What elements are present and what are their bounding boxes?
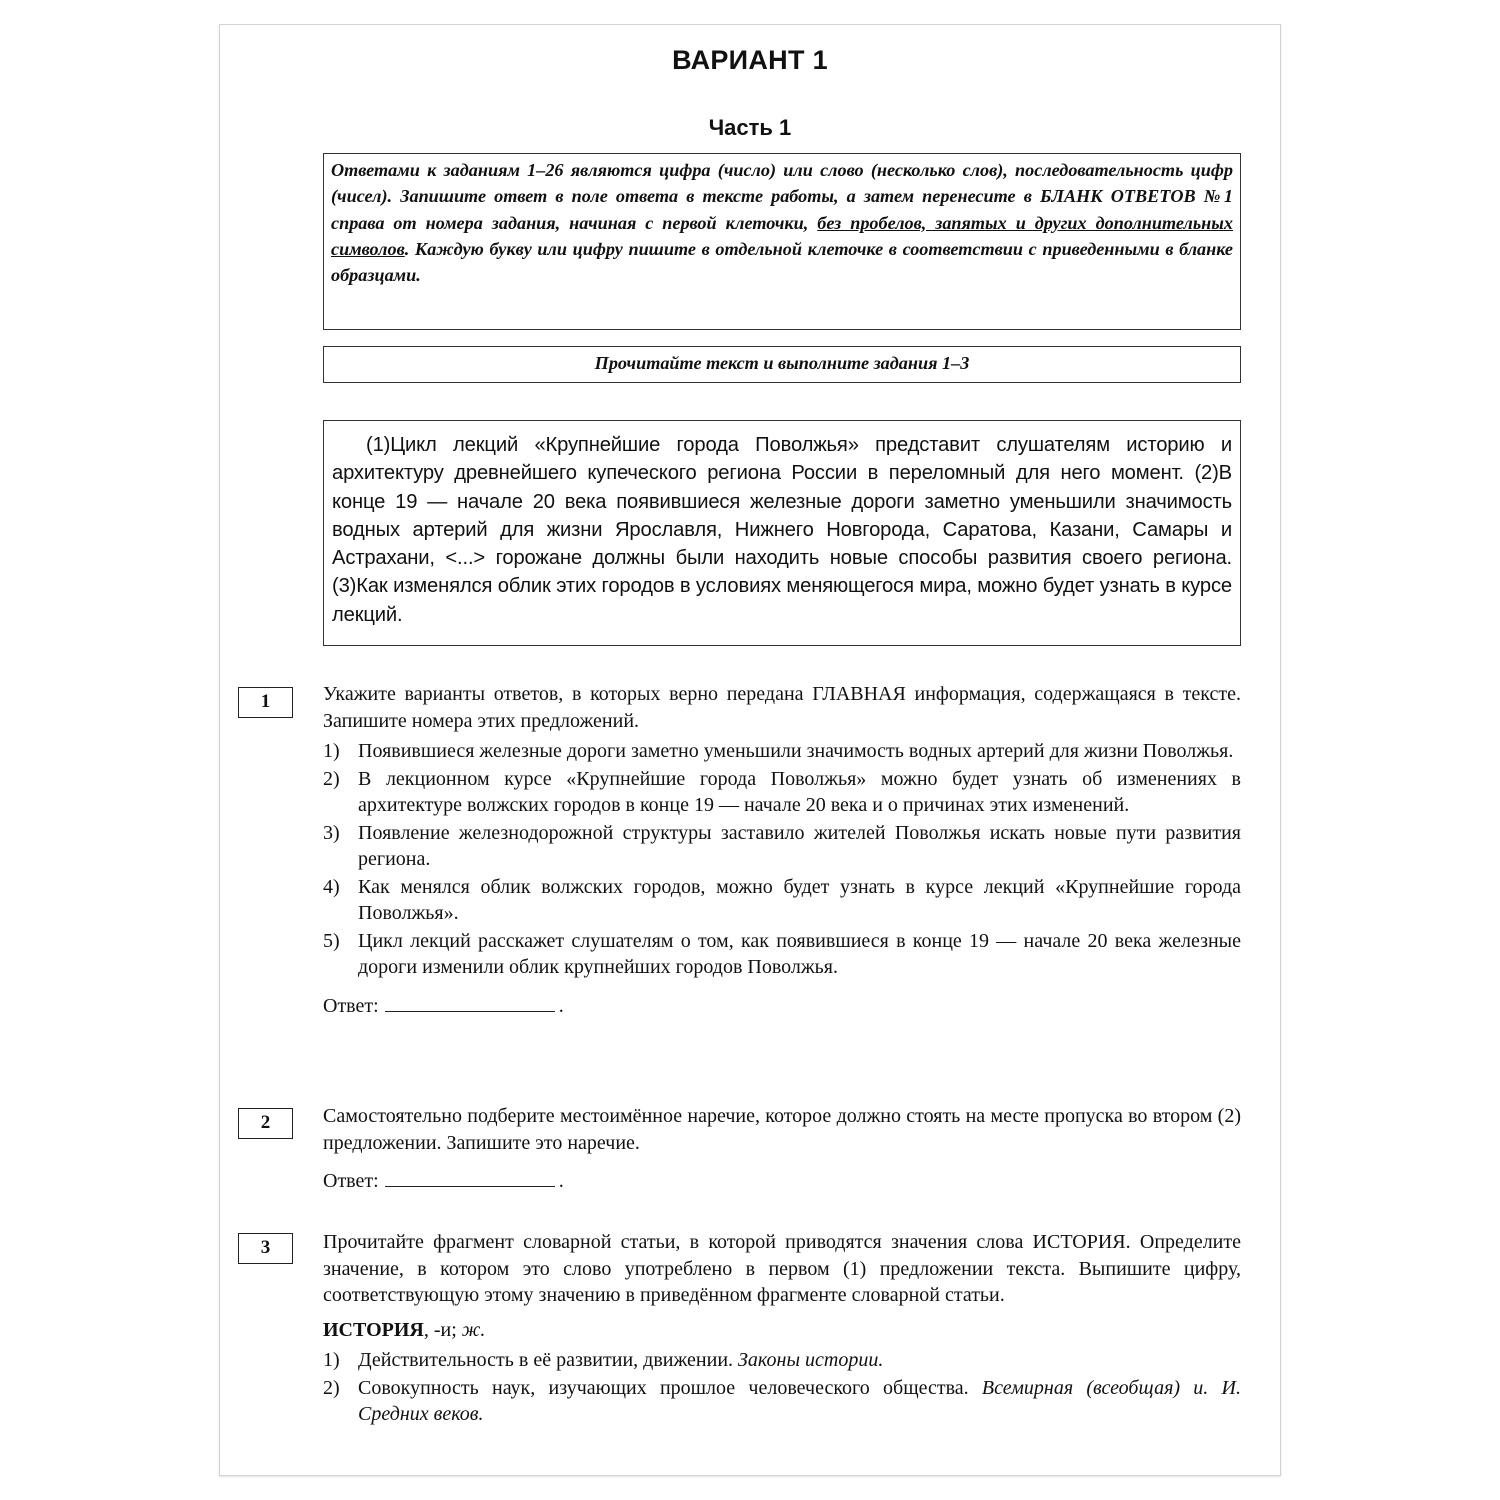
task-2 xyxy=(323,1103,1241,1195)
instructions-text-2: . Каждую букву или цифру пишите в отдельной клеточке в соответствии с приведенными в бланке образцами. xyxy=(331,238,1233,286)
dictionary-senses xyxy=(323,1347,1241,1428)
task-1 xyxy=(323,681,1241,1019)
instructions-underlined: без пробелов, запятых и других дополнительных символов xyxy=(331,212,1233,259)
task-1-option xyxy=(323,874,1241,927)
task-1-option xyxy=(323,820,1241,873)
task-1-question: Укажите варианты ответов, в которых верно передана ГЛАВНАЯ информация, содержащаяся в тексте. Запишите номера этих предложений. xyxy=(323,683,1241,732)
dictionary-entry-head xyxy=(323,1317,1241,1344)
sense-example: Всемирная (всеобщая) и. И. Средних веков. xyxy=(358,1376,1241,1425)
option-text: Появившиеся железные дороги заметно уменьшили значимость водных артерий для жизни Поволжья. xyxy=(358,740,1234,762)
dictionary-grammar: , -и; xyxy=(423,1318,462,1341)
sense-example: Законы истории. xyxy=(738,1349,884,1371)
passage-text: (1)Цикл лекций «Крупнейшие города Поволжья» представит слушателям историю и архитектуру древнейшего купеческого региона России в переломный для него момент. (2)В конце 19 — начале 20 века появившиеся железные дороги заметно уменьшили значимость водных артерий для жизни Ярославля, Нижнего Новгорода, Саратова, Казани, Самары и Астрахани, <...> горожане должны были находить новые способы развития своего региона. (3)Как изменялся облик этих городов в условиях меняющегося мира, можно будет узнать в курсе лекций. xyxy=(332,434,1232,626)
task-1-options xyxy=(323,738,1241,981)
sense-number: 2) xyxy=(323,1376,340,1399)
answer-label: Ответ: xyxy=(323,994,379,1017)
read-prompt: Прочитайте текст и выполните задания 1–3 xyxy=(594,353,970,373)
option-number: 4) xyxy=(323,875,340,898)
task-2-question: Самостоятельно подберите местоимённое наречие, которое должно стоять на месте пропуска во втором (2) предложении. Запишите это наречие. xyxy=(323,1105,1241,1154)
task-3-question: Прочитайте фрагмент словарной статьи, в которой приводятся значения слова ИСТОРИЯ. Определите значение, в котором это слово употреблено в первом (1) предложении текста. Выпишите цифру, соответствующую этому значению в приведённом фрагменте словарной статьи. xyxy=(323,1231,1241,1306)
part-title: Часть 1 xyxy=(708,115,792,140)
dictionary-headword: ИСТОРИЯ xyxy=(323,1318,424,1341)
dictionary-sense xyxy=(323,1347,1241,1374)
option-text: Как менялся облик волжских городов, можно будет узнать в курсе лекций «Крупнейшие города Поволжья». xyxy=(358,875,1241,924)
sense-number: 1) xyxy=(323,1349,340,1371)
dictionary-gender: ж. xyxy=(461,1318,486,1341)
task-1-option xyxy=(323,738,1241,765)
passage-box xyxy=(323,420,1241,646)
option-number: 1) xyxy=(323,740,340,762)
answer-blank[interactable] xyxy=(385,993,555,1012)
option-number: 2) xyxy=(323,767,340,790)
option-text: В лекционном курсе «Крупнейшие города Поволжья» можно будет узнать об изменениях в архитектуре волжских городов в конце 19 — начале 20 века и о причинах этих изменений. xyxy=(358,767,1241,816)
exam-page xyxy=(219,24,1281,1476)
option-number: 3) xyxy=(323,821,340,844)
task-number-3: 3 xyxy=(238,1233,293,1264)
task-3 xyxy=(323,1229,1241,1429)
page-title: ВАРИАНТ 1 xyxy=(672,45,828,75)
answer-end: . xyxy=(558,994,564,1017)
task-1-answer xyxy=(323,993,1241,1020)
sense-text: Действительность в её развитии, движении. xyxy=(358,1349,739,1371)
task-2-answer xyxy=(323,1168,1241,1195)
task-1-option xyxy=(323,766,1241,819)
dictionary-sense xyxy=(323,1375,1241,1428)
read-prompt-box xyxy=(323,346,1241,383)
answer-end: . xyxy=(558,1170,564,1192)
task-number-2: 2 xyxy=(238,1108,293,1139)
option-text: Появление железнодорожной структуры заставило жителей Поволжья искать новые пути развития региона. xyxy=(358,821,1241,870)
task-number-1: 1 xyxy=(238,687,293,718)
option-text: Цикл лекций расскажет слушателям о том, как появившиеся в конце 19 — начале 20 века железные дороги изменили облик крупнейших городов Поволжья. xyxy=(358,929,1241,978)
answer-label: Ответ: xyxy=(323,1170,379,1192)
sense-text: Совокупность наук, изучающих прошлое человеческого общества. xyxy=(358,1376,982,1399)
answer-blank[interactable] xyxy=(385,1168,555,1187)
instructions-text-1: Ответами к заданиям 1–26 являются цифра (число) или слово (несколько слов), последовательность цифр (чисел). Запишите ответ в поле ответа в тексте работы, а затем перенесите в БЛАНК ОТВЕТОВ №1 справа от номера задания, начиная с первой клеточки, xyxy=(331,160,1233,233)
instructions-box xyxy=(323,153,1241,330)
task-1-option xyxy=(323,928,1241,981)
option-number: 5) xyxy=(323,929,340,952)
